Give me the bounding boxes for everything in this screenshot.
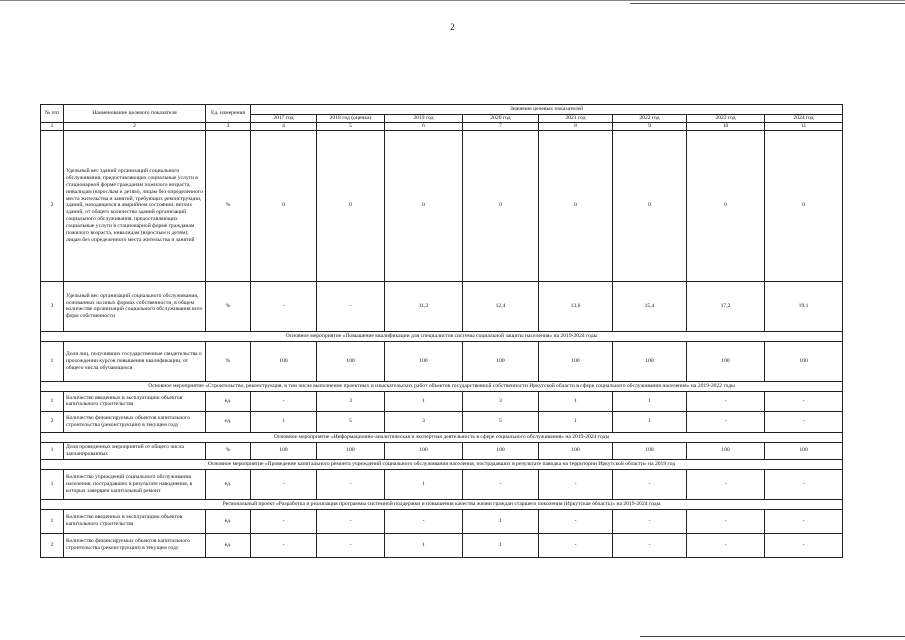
value-cell: 3 (317, 391, 385, 411)
value-cell: - (539, 509, 613, 533)
table-row (41, 281, 843, 331)
indicator-name: Количество финансируемых объектов капитального строительства (реконструкции) в текущем году (64, 533, 206, 557)
value-cell: 13,6 (539, 281, 613, 331)
header-unit: Ед. измерения (206, 105, 251, 123)
value-cell: - (463, 469, 539, 499)
unit-cell: % (206, 442, 251, 459)
value-cell: - (765, 469, 843, 499)
column-index: 10 (687, 122, 765, 130)
value-cell: - (251, 391, 317, 411)
unit-cell: ед. (206, 411, 251, 432)
value-cell: 0 (539, 130, 613, 281)
value-cell: 100 (463, 442, 539, 459)
value-cell: - (765, 411, 843, 432)
value-cell: - (317, 509, 385, 533)
unit-cell: ед. (206, 509, 251, 533)
row-num: 1 (41, 442, 64, 459)
value-cell: 100 (687, 341, 765, 381)
indicator-name: Количество учреждений социального обслуживания населения, пострадавших в результате наводнения, в которых завершен капитальный ремонт (64, 469, 206, 499)
value-cell: - (317, 469, 385, 499)
table-row (41, 341, 843, 381)
indicator-name: Количество введенных в эксплуатацию объектов капитального строительства (64, 509, 206, 533)
value-cell: - (687, 411, 765, 432)
row-num: 1 (41, 469, 64, 499)
indicator-name: Удельный вес зданий организаций социального обслуживания, предоставляющих социальные услуги в стационарной форме гражданам пожилого возраста, инвалидам (взрослым и детям), лицам без определенного места жительства и занятий, требующих реконструкции, зданий, находящихся в аварийном состоянии, ветхих зданий, от общего количества зданий организаций социального обслуживания, предоставляющих социальные услуги в стационарной форме гражданам пожилого возраста, инвалидам (взрослым и детям), лицам без определенного места жительства и занятий (64, 130, 206, 281)
section-title: Основное мероприятие «Информационно-аналитическая и экспертная деятельность в сфере социального обслуживания» на 2019-2024 годы (41, 432, 843, 442)
value-cell: - (687, 469, 765, 499)
column-index: 1 (41, 122, 64, 130)
indicator-name: Доля проведенных мероприятий от общего числа запланированных (64, 442, 206, 459)
table-row (41, 442, 843, 459)
header-index-row (41, 122, 843, 130)
unit-cell: ед. (206, 533, 251, 557)
column-index: 3 (206, 122, 251, 130)
unit-cell: ед. (206, 391, 251, 411)
header-year: 2022 год (613, 115, 687, 123)
value-cell: - (765, 509, 843, 533)
value-cell: - (251, 509, 317, 533)
indicator-name: Удельный вес организаций социального обслуживания, основанных на иных формах собственности, в общем количестве организаций социального обслуживания всех форм собственности (64, 281, 206, 331)
value-cell: 100 (613, 341, 687, 381)
value-cell: 1 (385, 391, 463, 411)
header-name: Наименование целевого показателя (64, 105, 206, 123)
value-cell: - (687, 509, 765, 533)
section-title: Основное мероприятие «Строительство, реконструкция, в том числе выполнение проектных и изыскательских работ объектов государственной собственности Иркутской области в сфере социального обслуживания населения» на 2019-2022 годы (41, 381, 843, 391)
row-num: 2 (41, 411, 64, 432)
header-year: 2021 год (539, 115, 613, 123)
section-row (41, 459, 843, 469)
value-cell: 17,2 (687, 281, 765, 331)
value-cell: 12,4 (463, 281, 539, 331)
row-num: 2 (41, 130, 64, 281)
value-cell: - (251, 469, 317, 499)
table-row (41, 130, 843, 281)
header-row (41, 105, 843, 115)
value-cell: 1 (463, 533, 539, 557)
value-cell: - (317, 533, 385, 557)
row-num: 1 (41, 509, 64, 533)
value-cell: 19,1 (765, 281, 843, 331)
value-cell: 100 (765, 341, 843, 381)
value-cell: 0 (385, 130, 463, 281)
value-cell: 5 (463, 411, 539, 432)
section-title: Основное мероприятие «Повышение квалификации для специалистов системы социальной защиты населения» на 2019-2024 годы (41, 331, 843, 341)
value-cell: - (251, 281, 317, 331)
table-row (41, 469, 843, 499)
page-number: 2 (450, 22, 455, 32)
value-cell: 100 (539, 442, 613, 459)
column-index: 7 (463, 122, 539, 130)
value-cell: 5 (317, 411, 385, 432)
table-row (41, 509, 843, 533)
value-cell: 100 (385, 442, 463, 459)
value-cell: - (687, 391, 765, 411)
value-cell: 0 (687, 130, 765, 281)
header-year: 2017 год (251, 115, 317, 123)
value-cell: 1 (539, 411, 613, 432)
value-cell: - (251, 533, 317, 557)
value-cell: - (317, 281, 385, 331)
header-year: 2019 год (385, 115, 463, 123)
row-num: 3 (41, 281, 64, 331)
value-cell: - (613, 533, 687, 557)
value-cell: 0 (317, 130, 385, 281)
table-row (41, 411, 843, 432)
value-cell: - (539, 533, 613, 557)
table-row (41, 391, 843, 411)
value-cell: 1 (385, 469, 463, 499)
value-cell: 1 (385, 533, 463, 557)
value-cell: 100 (463, 341, 539, 381)
indicator-table (40, 104, 843, 558)
header-year: 2023 год (687, 115, 765, 123)
unit-cell: % (206, 281, 251, 331)
value-cell: 11,2 (385, 281, 463, 331)
row-num: 1 (41, 391, 64, 411)
value-cell: 100 (613, 442, 687, 459)
header-num: № п/п (41, 105, 64, 123)
value-cell: - (765, 533, 843, 557)
value-cell: 1 (251, 411, 317, 432)
section-row (41, 381, 843, 391)
value-cell: - (385, 509, 463, 533)
section-row (41, 331, 843, 341)
value-cell: 100 (317, 341, 385, 381)
unit-cell: % (206, 130, 251, 281)
value-cell: 1 (539, 391, 613, 411)
value-cell: 100 (385, 341, 463, 381)
value-cell: 100 (317, 442, 385, 459)
scan-edge-bottom-right (640, 636, 905, 637)
value-cell: - (613, 509, 687, 533)
value-cell: - (613, 469, 687, 499)
table-body (41, 130, 843, 557)
value-cell: 100 (765, 442, 843, 459)
indicator-name: Количество введенных в эксплуатацию объектов капитального строительства (64, 391, 206, 411)
unit-cell: % (206, 341, 251, 381)
value-cell: - (687, 533, 765, 557)
header-values-title: Значение целевых показателей (251, 105, 843, 115)
value-cell: 100 (251, 341, 317, 381)
unit-cell: ед. (206, 469, 251, 499)
value-cell: 15,4 (613, 281, 687, 331)
section-row (41, 499, 843, 509)
header-year: 2024 год (765, 115, 843, 123)
section-row (41, 432, 843, 442)
indicator-name: Доля лиц, получивших государственные свидетельства о прохождении курсов повышения квалификации, от общего числа обучающихся (64, 341, 206, 381)
column-index: 6 (385, 122, 463, 130)
section-title: Региональный проект «Разработка и реализация программы системной поддержки и повышения качества жизни граждан старшего поколения (Иркутская область)» на 2019-2024 годы (41, 499, 843, 509)
indicator-name: Количество финансируемых объектов капитального строительства (реконструкции) в текущем году (64, 411, 206, 432)
header-year: 2020 год (463, 115, 539, 123)
value-cell: 100 (251, 442, 317, 459)
value-cell: 100 (687, 442, 765, 459)
value-cell: 0 (463, 130, 539, 281)
row-num: 2 (41, 533, 64, 557)
value-cell: 0 (251, 130, 317, 281)
scan-edge-top (0, 0, 905, 1)
value-cell: - (539, 469, 613, 499)
column-index: 11 (765, 122, 843, 130)
value-cell: 3 (385, 411, 463, 432)
column-index: 5 (317, 122, 385, 130)
value-cell: 100 (539, 341, 613, 381)
table-row (41, 533, 843, 557)
value-cell: 1 (613, 391, 687, 411)
scan-edge-top-right (630, 3, 905, 4)
value-cell: - (765, 391, 843, 411)
column-index: 4 (251, 122, 317, 130)
column-index: 2 (64, 122, 206, 130)
section-title: Основное мероприятие «Проведение капитального ремонта учреждений социального обслуживания населения, пострадавших в результате паводка на территории Иркутской области» на 2019 год (41, 459, 843, 469)
column-index: 8 (539, 122, 613, 130)
value-cell: 0 (765, 130, 843, 281)
column-index: 9 (613, 122, 687, 130)
value-cell: 1 (613, 411, 687, 432)
value-cell: 3 (463, 391, 539, 411)
header-year: 2018 год (оценка) (317, 115, 385, 123)
row-num: 1 (41, 341, 64, 381)
value-cell: 1 (463, 509, 539, 533)
value-cell: 0 (613, 130, 687, 281)
